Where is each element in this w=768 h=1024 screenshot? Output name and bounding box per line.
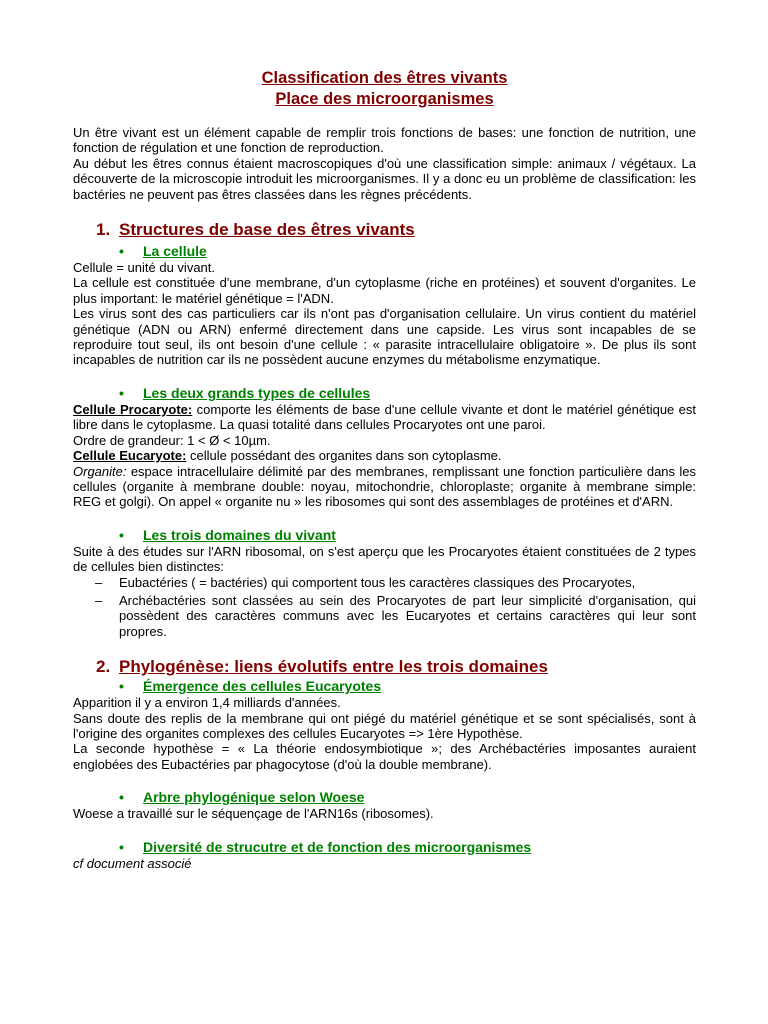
list-item-text: Eubactéries ( = bactéries) qui comportent tous les caractères classiques des Procaryotes,	[119, 574, 636, 590]
cellule-line-3: Les virus sont des cas particuliers car ils n'ont pas d'organisation cellulaire. Un virus contient du matériel génétique (ADN ou ARN) enfermé directement dans une capside. Les virus sont incapables de se reproduire tout seul, ils ont besoin d'une cellule : « parasite intracellulaire obligatoire ». De plus ils sont incapables de nutrition car ils ne possèdent aucune enzymes du métabolisme enzymatique.	[73, 306, 696, 368]
organite-paragraph	[73, 464, 696, 510]
domaines-line-1: Suite à des études sur l'ARN ribosomal, on s'est aperçu que les Procaryotes étaient constituées de 2 types de cellules bien distinctes:	[73, 543, 696, 575]
eucaryote-text: cellule possédant des organites dans son cytoplasme.	[186, 448, 502, 464]
subheading-text: Les deux grands types de cellules	[143, 384, 371, 401]
intro-paragraph-1: Un être vivant est un élément capable de remplir trois fonctions de bases: une fonction de nutrition, une fonction de régulation et une fonction de reproduction.	[73, 125, 696, 156]
section-2-heading	[73, 656, 696, 677]
cellule-line-2: La cellule est constituée d'une membrane, d'un cytoplasme (riche en protéines) et souvent d'organites. Le plus important: le matériel génétique = l'ADN.	[73, 275, 696, 306]
dash-icon: –	[95, 592, 103, 608]
procaryote-label: Cellule Procaryote:	[73, 401, 193, 417]
subheading-emergence	[73, 678, 696, 695]
emergence-line-2: Sans doute des replis de la membrane qui ont piégé du matériel génétique et se sont spécialisés, sont à l'origine des organites complexes des cellules Eucaryotes => 1ère Hypothèse.	[73, 710, 696, 741]
subheading-text: La cellule	[143, 243, 207, 260]
dash-icon: –	[95, 574, 103, 590]
eucaryote-paragraph	[73, 448, 696, 463]
list-item	[73, 575, 696, 590]
subheading-text: Arbre phylogénique selon Woese	[143, 789, 365, 806]
subheading-diversite	[73, 839, 696, 856]
bullet-icon: •	[119, 243, 124, 260]
procaryote-text: comporte les éléments de base d'une cellule vivante et dont le matériel génétique est libre dans le cytoplasme. La quasi totalité dans cellules Procaryotes ont une paroi.	[73, 401, 696, 433]
bullet-icon: •	[119, 678, 124, 695]
subheading-la-cellule	[73, 243, 696, 260]
subheading-types-cellules	[73, 385, 696, 402]
section-2-number: 2.	[96, 657, 111, 677]
cellule-line-1: Cellule = unité du vivant.	[73, 260, 216, 276]
section-2-title: Phylogénèse: liens évolutifs entre les trois domaines	[119, 657, 548, 677]
procaryote-paragraph	[73, 402, 696, 433]
section-1-heading	[73, 219, 696, 240]
organite-text: espace intracellulaire délimité par des membranes, remplissant une fonction particulière dans les cellules (organite à membrane double: noyau, mitochondrie, chloroplaste; organite à membrane simple: REG et golgi). On appel « organite nu » les ribosomes qui sont des assemblages de protéines et d'ARN.	[73, 463, 696, 510]
arbre-line-1: Woese a travaillé sur le séquençage de l'ARN16s (ribosomes).	[73, 806, 434, 822]
organite-label: Organite:	[73, 463, 127, 479]
list-item	[73, 593, 696, 639]
intro-paragraph-2: Au début les êtres connus étaient macroscopiques d'où une classification simple: animaux / végétaux. La découverte de la microscopie introduit les microorganismes. Il y a donc eu un problème de classification: les bactéries ne peuvent pas êtres classées dans les règnes précédents.	[73, 155, 696, 202]
subheading-trois-domaines	[73, 527, 696, 544]
title-line-2: Place des microorganismes	[275, 90, 494, 108]
bullet-icon: •	[119, 838, 124, 855]
section-1-title: Structures de base des êtres vivants	[119, 220, 415, 240]
subheading-arbre	[73, 789, 696, 806]
section-1-number: 1.	[96, 220, 111, 240]
subheading-text: Diversité de strucutre et de fonction des microorganismes	[143, 838, 532, 855]
ordre-grandeur: Ordre de grandeur: 1 < Ø < 10µm.	[73, 432, 271, 448]
document-title	[73, 68, 696, 110]
subheading-text: Les trois domaines du vivant	[143, 526, 336, 543]
bullet-icon: •	[119, 789, 124, 806]
eucaryote-label: Cellule Eucaryote:	[73, 448, 187, 464]
intro	[73, 125, 696, 202]
list-item-text: Archébactéries sont classées au sein des Procaryotes de part leur simplicité d'organisation, qui possèdent des caractères communs avec les Eucaryotes et certains caractères qui leur sont propres.	[119, 592, 696, 639]
bullet-icon: •	[119, 526, 124, 543]
document-page	[73, 68, 696, 871]
emergence-line-1: Apparition il y a environ 1,4 milliards d'années.	[73, 695, 341, 711]
emergence-line-3: La seconde hypothèse = « La théorie endosymbiotique »; des Archébactéries imposantes auraient englobées des Eubactéries par phagocytose (d'où la double membrane).	[73, 741, 696, 772]
bullet-icon: •	[119, 384, 124, 401]
subheading-text: Émergence des cellules Eucaryotes	[143, 678, 382, 695]
diversite-line-1: cf document associé	[73, 855, 192, 871]
title-line-1: Classification des êtres vivants	[261, 69, 508, 87]
